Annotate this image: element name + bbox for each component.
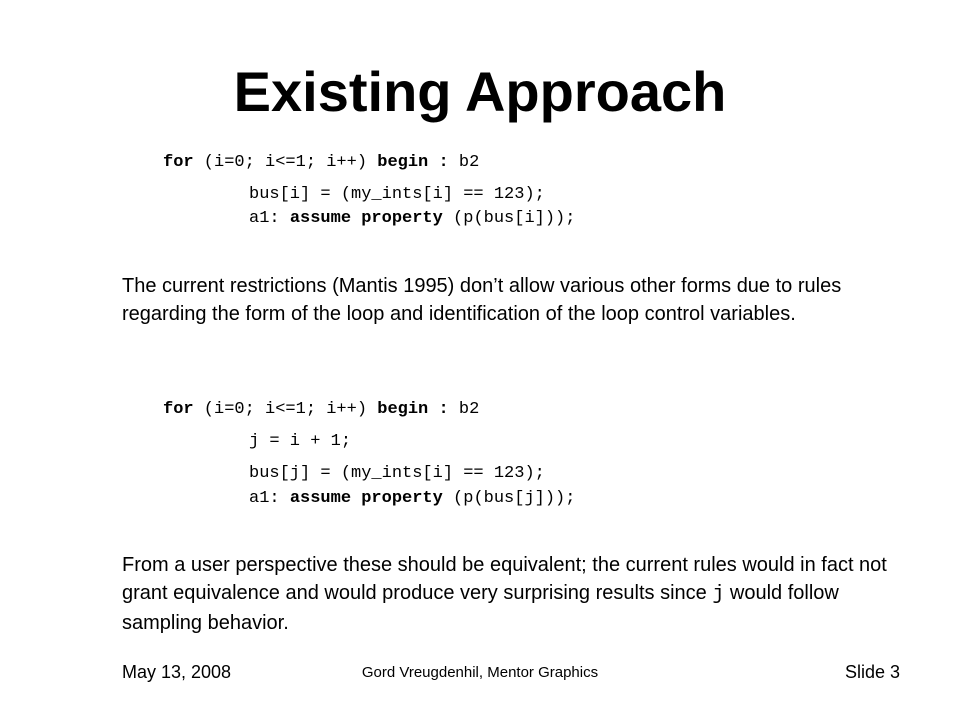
code-keyword-assume-property: assume property: [289, 489, 443, 508]
code-line-bus-assign-1: bus[i] = (my_ints[i] == 123);: [249, 185, 545, 204]
code-line-bus-assign-2: bus[j] = (my_ints[i] == 123);: [249, 464, 545, 483]
code-block-label: b2: [448, 153, 480, 172]
code-line-j-assign: j = i + 1;: [249, 432, 352, 451]
code-block-label: b2: [448, 400, 480, 419]
code-line-assume-1: [249, 208, 575, 230]
code-keyword-for: for: [163, 400, 194, 419]
footer-date: May 13, 2008: [122, 662, 232, 682]
code-keyword-begin: begin: [377, 153, 429, 172]
code-loop-header: (i=0; i<=1; i++): [193, 153, 378, 172]
code-colon: :: [428, 400, 449, 419]
slide-title: Existing Approach: [233, 60, 727, 123]
inline-code-j: j: [712, 583, 725, 606]
code-assert-label: a1:: [249, 209, 290, 228]
paragraph-equivalence-end: would follow sampling behavior.: [122, 582, 839, 634]
paragraph-equivalence-text: From a user perspective these should be equivalent; the current rules would in fact not grant equivalence and would produce very surprising results since: [122, 554, 887, 604]
code-loop-header: (i=0; i<=1; i++): [193, 400, 378, 419]
code-keyword-begin: begin: [377, 400, 429, 419]
footer-slide-number: Slide 3: [844, 662, 900, 682]
code-keyword-for: for: [163, 153, 194, 172]
paragraph-restrictions: The current restrictions (Mantis 1995) don’t allow various other forms due to rules regarding the form of the loop and identification of the loop control variables.: [122, 275, 842, 325]
code-colon: :: [428, 153, 449, 172]
code-line-assume-2: [249, 488, 575, 510]
footer-author: Gord Vreugdenhil, Mentor Graphics: [361, 664, 599, 681]
code-property-call: (p(bus[i]));: [442, 209, 576, 228]
code-property-call: (p(bus[j]));: [442, 489, 576, 508]
paragraph-equivalence: [122, 551, 922, 637]
code-assert-label: a1:: [249, 489, 290, 508]
code-line-for-1: [163, 152, 479, 174]
code-line-for-2: [163, 399, 479, 421]
code-keyword-assume-property: assume property: [289, 209, 443, 228]
